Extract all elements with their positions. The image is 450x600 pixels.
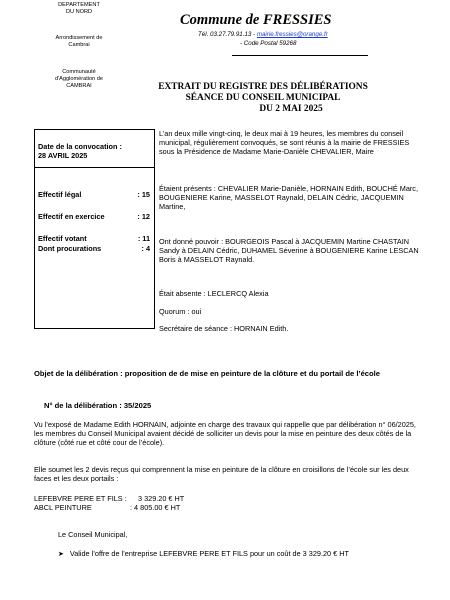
- procurations-value: : 4: [141, 244, 150, 253]
- title-line-2: SÉANCE DU CONSEIL MUNICIPAL: [185, 93, 341, 103]
- administrative-header: [34, 0, 124, 90]
- proxy-votes: Ont donné pouvoir : BOURGEOIS Pascal à JACQUEMIN Martine CHASTAIN Sandy à DELAIN Cédric, DUHAMEL Séverine à BOUGENIERE Karine LESCAN Boris à MASSELOT Raynald.: [159, 237, 419, 265]
- present-members: Étaient présents : CHEVALIER Marie-Danièle, HORNAIN Edith, BOUCHÉ Marc, BOUGENIERE Karine, MASSELOT Raynald, DELAIN Cédric, JACQUEMIN Martine,: [159, 184, 418, 212]
- effectif-votant-label: Effectif votant: [38, 234, 87, 243]
- decision-text: Valide l’offre de l’entreprise LEFEBVRE PERE ET FILS pour un coût de 3 329.20 € HT: [69, 549, 349, 558]
- deliberation-subject: Objet de la délibération : proposition de de mise en peinture de la clôture et du portail de l’école: [34, 369, 380, 378]
- document-title: [148, 82, 378, 115]
- effectif-exercice-value: : 12: [137, 212, 150, 221]
- effectif-exercice-row: [38, 212, 150, 221]
- effectif-legal-value: : 15: [137, 190, 150, 199]
- deliberation-number: N° de la délibération : 35/2025: [44, 401, 152, 410]
- quote-row: [34, 503, 254, 512]
- arrondissement-line-2: Cambrai: [68, 42, 90, 48]
- procurations-label: Dont procurations: [38, 244, 102, 253]
- meeting-meta-box: [34, 129, 155, 329]
- quote-row: [34, 494, 254, 503]
- quote-amount: : 4 805.00 € HT: [130, 503, 181, 512]
- quote-company: LEFEBVRE PERE ET FILS :: [34, 494, 127, 503]
- absent-members: Était absente : LECLERCQ Alexia: [159, 289, 269, 298]
- quorum: Quorum : oui: [159, 307, 202, 316]
- quote-amount: 3 329.20 € HT: [138, 494, 185, 503]
- session-secretary: Secrétaire de séance : HORNAIN Edith.: [159, 324, 289, 333]
- commune-contact: [196, 30, 396, 48]
- title-line-3: DU 2 MAI 2025: [259, 104, 323, 114]
- convocation-label: Date de la convocation :: [38, 142, 122, 151]
- quotes-intro: Elle soumet les 2 devis reçus qui comprennent la mise en peinture de la clôture en croisillons de l’école sur les deux faces et les deux portails :: [34, 465, 409, 484]
- communaute-line-2: d'Agglomération de: [54, 76, 104, 82]
- session-intro: L’an deux mille vingt-cinq, le deux mai à 19 heures, les membres du conseil municipal, régulièrement convoqués, se sont réunis à la mairie de FRESSIES sous la Présidence de Madame Marie-Danièle CHEVALIER, Maire: [159, 129, 410, 157]
- procurations-row: [38, 244, 150, 253]
- meta-divider: [35, 167, 154, 168]
- contact-separator: -: [251, 31, 257, 38]
- departement-line-2: DU NORD: [65, 9, 93, 15]
- postal-code: - Code Postal 59268: [240, 40, 297, 47]
- effectif-legal-label: Effectif légal: [38, 190, 82, 199]
- departement-line-1: DEPARTEMENT: [58, 2, 100, 8]
- email-link[interactable]: mairie.fressies@orange.fr: [256, 31, 328, 38]
- communaute-line-3: CAMBRAI: [66, 83, 92, 89]
- title-line-1: EXTRAIT DU REGISTRE DES DÉLIBÉRATIONS: [158, 82, 368, 92]
- arrow-bullet-icon: ➤: [58, 551, 64, 558]
- expose-paragraph: Vu l’exposé de Madame Edith HORNAIN, adjointe en charge des travaux qui rappelle que par délibération n° 06/2025, les membres du Conseil Municipal avaient décidé de solliciter un devis pour la mise en peinture des deux côtés de la clôture (côté rue et côté cour de l’école).: [34, 420, 416, 448]
- convocation-date: 28 AVRIL 2025: [38, 151, 88, 160]
- quote-company: ABCL PEINTURE: [34, 503, 92, 512]
- communaute-line-1: Communauté: [62, 69, 96, 75]
- council-label: Le Conseil Municipal,: [58, 530, 128, 539]
- decision-item: [58, 549, 349, 558]
- effectif-votant-row: [38, 234, 150, 243]
- arrondissement-line-1: Arrondissement de: [55, 35, 103, 41]
- header-divider: [232, 55, 368, 56]
- effectif-exercice-label: Effectif en exercice: [38, 212, 105, 221]
- commune-title: Commune de FRESSIES: [180, 12, 332, 28]
- effectif-legal-row: [38, 190, 150, 199]
- effectif-votant-value: : 11: [137, 234, 150, 243]
- phone-number: Tél. 03.27.79.91.13: [198, 31, 252, 38]
